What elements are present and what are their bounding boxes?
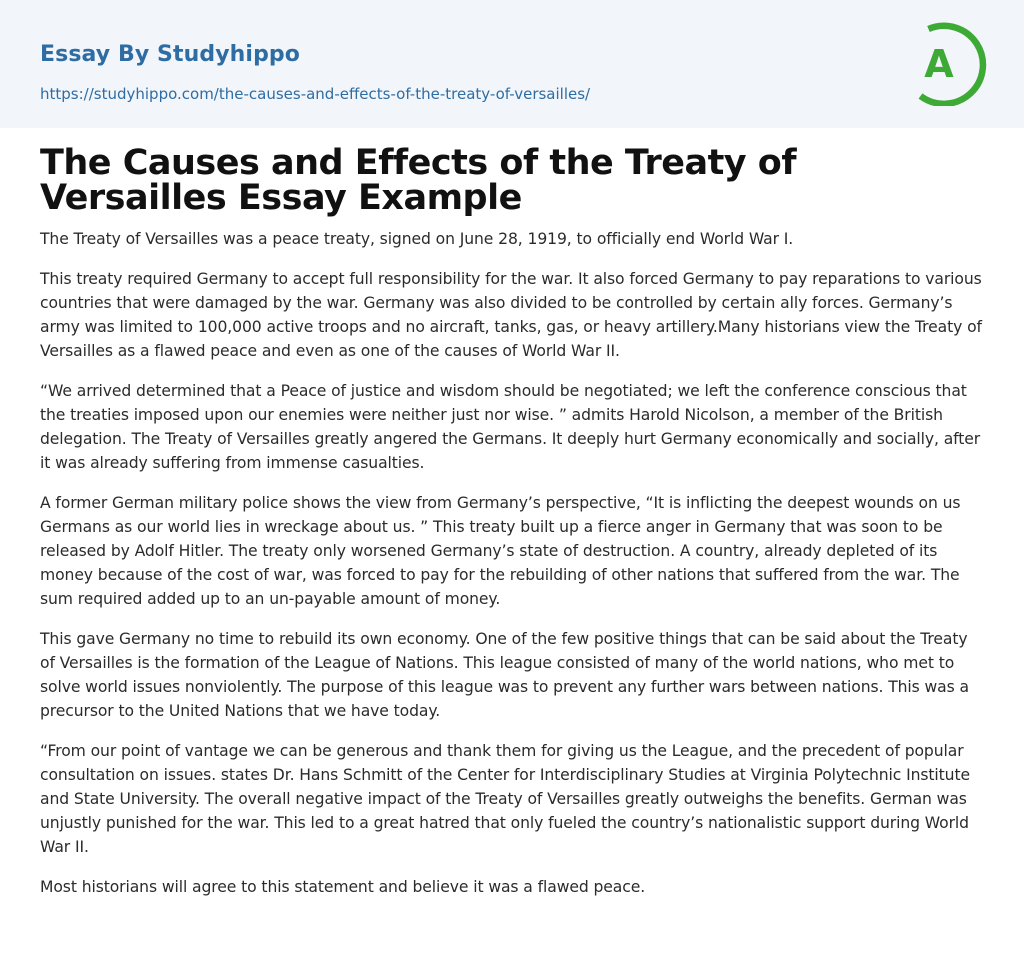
essay-title: The Causes and Effects of the Treaty of Versailles Essay Example xyxy=(40,143,797,218)
essay-paragraph-4: A former German military police shows the view from Germany’s perspective, “It is inflicting the deepest wounds on us Germans as our world lies in wreckage about us. ” This treaty built up a fierce anger in Germany that was soon to be released by Adolf Hitler. The treaty only worsened Germany’s state of destruction. A country, already depleted of its money because of the cost of war, was forced to pay for the rebuilding of other nations that suffered from the war. The sum required added up to an un-payable amount of money. xyxy=(40,494,961,608)
source-url-link[interactable]: https://studyhippo.com/the-causes-and-effects-of-the-treaty-of-versailles/ xyxy=(40,85,591,103)
essay-paragraph-5: This gave Germany no time to rebuild its own economy. One of the few positive things that can be said about the Treaty of Versailles is the formation of the League of Nations. This league consisted of many of the world nations, who met to solve world issues nonviolently. The purpose of this league was to prevent any further wars between nations. This was a precursor to the United Nations that we have today. xyxy=(40,630,969,720)
essay-article xyxy=(40,143,984,899)
logo-letter: A xyxy=(924,42,954,86)
essay-paragraph-7: Most historians will agree to this statement and believe it was a flawed peace. xyxy=(40,878,646,896)
essay-paragraph-2: This treaty required Germany to accept full responsibility for the war. It also forced Germany to pay reparations to various countries that were damaged by the war. Germany was also divided to be controlled by certain ally forces. Germany’s army was limited to 100,000 active troops and no aircraft, tanks, gas, or heavy artillery.Many historians view the Treaty of Versailles as a flawed peace and even as one of the causes of World War II. xyxy=(40,270,982,360)
essay-paragraph-3: “We arrived determined that a Peace of justice and wisdom should be negotiated; we left the conference conscious that the treaties imposed upon our enemies were neither just nor wise. ” admits Harold Nicolson, a member of the British delegation. The Treaty of Versailles greatly angered the Germans. It deeply hurt Germany economically and socially, after it was already suffering from immense casualties. xyxy=(40,382,981,472)
site-header xyxy=(0,0,1024,128)
essay-paragraph-1: The Treaty of Versailles was a peace treaty, signed on June 28, 1919, to officially end World War I. xyxy=(40,230,794,248)
site-brand[interactable]: Essay By Studyhippo xyxy=(40,42,300,67)
essay-paragraph-6: “From our point of vantage we can be generous and thank them for giving us the League, and the precedent of popular consultation on issues. states Dr. Hans Schmitt of the Center for Interdisciplinary Studies at Virginia Polytechnic Institute and State University. The overall negative impact of the Treaty of Versailles greatly outweighs the benefits. German was unjustly punished for the war. This led to a great hatred that only fueled the country’s nationalistic support during World War II. xyxy=(40,742,970,856)
studyhippo-logo-icon[interactable] xyxy=(910,18,988,106)
